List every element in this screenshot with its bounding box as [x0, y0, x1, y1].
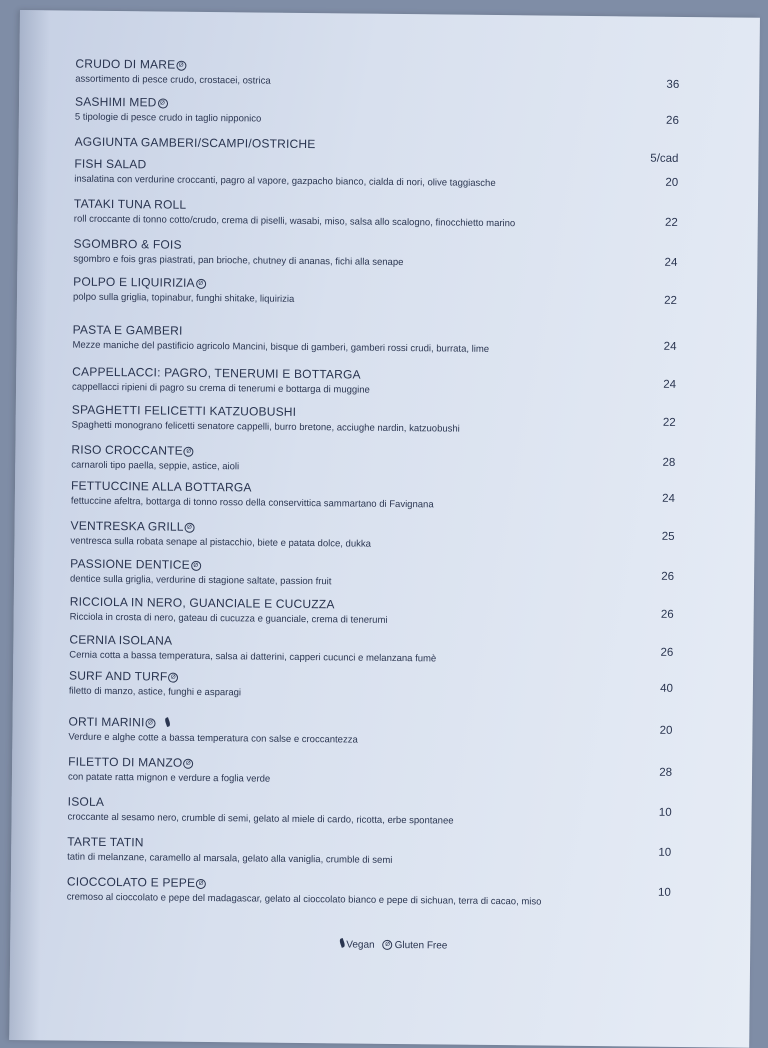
menu-item-description: Verdure e alghe cotte a bassa temperatura con salse e croccantezza — [68, 731, 358, 746]
menu-item — [74, 197, 516, 230]
menu-item-price: 28 — [659, 766, 673, 779]
menu-item-description: 5 tipologie di pesce crudo in taglio nipponico — [74, 111, 262, 125]
menu-item-price: 5/cad — [650, 152, 679, 165]
menu-item-name: FISH SALAD — [74, 156, 147, 172]
menu-item-price: 28 — [662, 456, 676, 469]
menu-item-name: TARTE TATIN — [67, 834, 144, 850]
menu-page — [9, 10, 760, 1048]
menu-item-name: SPAGHETTI FELICETTI KATZUOBUSHI — [71, 402, 297, 419]
menu-item-description: polpo sulla griglia, topinabur, funghi shitake, liquirizia — [72, 291, 295, 305]
gluten-free-icon: Ø — [184, 447, 194, 457]
menu-item-price: 26 — [661, 570, 675, 583]
menu-item-name: VENTRESKA GRILL Ø — [71, 519, 372, 536]
menu-item-name: SURF AND TURF Ø — [69, 669, 241, 685]
menu-item-name: RISO CROCCANTE Ø — [71, 443, 239, 459]
menu-item — [70, 557, 332, 588]
menu-item-description: filetto di manzo, astice, funghi e asparagi — [68, 685, 242, 699]
menu-item-name: CIOCCOLATO E PEPE Ø — [67, 875, 542, 894]
menu-item-description: roll croccante di tonno cotto/crudo, crema di piselli, wasabi, miso, salsa allo scalogno, finocchietto marino — [73, 213, 516, 230]
menu-items — [20, 10, 760, 908]
menu-item-price: 26 — [666, 114, 679, 127]
vegan-leaf-icon — [164, 717, 171, 727]
menu-item — [75, 95, 262, 125]
menu-item-description: assortimento di pesce crudo, crostacei, ostrica — [75, 73, 271, 87]
menu-item-price: 10 — [657, 886, 671, 899]
vegan-leaf-icon — [339, 938, 346, 948]
gluten-free-icon: Ø — [196, 879, 206, 889]
menu-item-name: SASHIMI MED Ø — [75, 95, 262, 111]
menu-item-price: 22 — [662, 416, 676, 429]
menu-item-name: CRUDO DI MARE Ø — [75, 57, 271, 73]
menu-item-price: 10 — [658, 806, 672, 819]
menu-item-name: AGGIUNTA GAMBERI/SCAMPI/OSTRICHE — [74, 134, 316, 152]
gluten-free-icon: Ø — [383, 940, 393, 950]
gluten-free-icon: Ø — [145, 718, 155, 728]
menu-item — [69, 669, 241, 699]
menu-item-description: dentice sulla griglia, verdurine di stagione saltate, passion fruit — [69, 573, 332, 588]
menu-item-description: cappellacci ripieni di pagro su crema di tenerumi e bottarga di muggine — [71, 381, 370, 396]
gluten-free-icon: Ø — [196, 279, 206, 289]
menu-item-name: TATAKI TUNA ROLL — [73, 196, 187, 212]
menu-item-description: cremoso al cioccolato e pepe del madagascar, gelato al cioccolato bianco e pepe di sichuan, terra di cacao, miso — [66, 891, 542, 908]
menu-item — [67, 795, 453, 827]
menu-item — [75, 135, 316, 152]
menu-item-price: 22 — [664, 216, 678, 229]
menu-item-name: FILETTO DI MANZO Ø — [68, 755, 270, 771]
gluten-free-icon: Ø — [168, 673, 178, 683]
menu-item — [73, 275, 295, 305]
menu-item — [72, 323, 489, 355]
menu-item-description: sgombro e fois gras piastrati, pan brioche, chutney di ananas, fichi alla senape — [73, 253, 404, 269]
menu-item-name: PASSIONE DENTICE Ø — [70, 557, 332, 574]
menu-item-price: 40 — [660, 682, 673, 695]
menu-item-price: 20 — [659, 724, 673, 737]
menu-item-description: ventresca sulla robata senape al pistacchio, biete e patata dolce, dukka — [70, 535, 371, 550]
menu-item-description: insalatina con verdurine croccanti, pagro al vapore, gazpacho bianco, cialda di nori, olive taggiasche — [74, 173, 496, 189]
menu-item-name: FETTUCCINE ALLA BOTTARGA — [70, 478, 252, 495]
menu-item-name: PASTA E GAMBERI — [72, 322, 183, 338]
menu-item-description: Ricciola in crosta di nero, gateau di cucuzza e guanciale, crema di tenerumi — [69, 611, 388, 626]
menu-legend — [340, 938, 447, 951]
menu-item-price: 25 — [661, 530, 675, 543]
menu-item-description: carnaroli tipo paella, seppie, astice, aioli — [71, 459, 240, 473]
menu-item-price: 26 — [660, 608, 674, 621]
menu-item-price: 24 — [662, 492, 675, 505]
menu-item-description: croccante al sesamo nero, crumble di semi, gelato al miele di cardo, ricotta, erbe spontanee — [67, 811, 454, 827]
menu-item — [71, 479, 434, 511]
menu-item-description: Mezze maniche del pastificio agricolo Mancini, bisque di gamberi, gamberi rossi crudi, burrata, lime — [72, 339, 490, 355]
gluten-free-icon: Ø — [191, 561, 201, 571]
menu-item-description: con patate ratta mignon e verdure a foglia verde — [67, 771, 271, 785]
menu-item — [75, 57, 271, 87]
menu-item — [71, 443, 239, 473]
menu-item — [72, 403, 460, 435]
menu-item-name: RICCIOLA IN NERO, GUANCIALE E CUCUZZA — [69, 594, 335, 612]
menu-item — [73, 237, 403, 268]
menu-item — [67, 835, 393, 866]
menu-item-price: 36 — [666, 78, 680, 91]
menu-item — [69, 633, 436, 665]
menu-item-price: 24 — [663, 378, 677, 391]
menu-item-name: CERNIA ISOLANA — [69, 632, 173, 648]
menu-item-price: 26 — [660, 646, 674, 659]
menu-item-name: SGOMBRO & FOIS — [73, 236, 182, 252]
legend-gluten-free-label: Gluten Free — [394, 939, 448, 952]
menu-item-price: 24 — [664, 256, 678, 269]
menu-item-description: fettuccine afeltra, bottarga di tonno rosso della conservittica sammartano di Favignana — [70, 495, 434, 511]
menu-item-price: 24 — [663, 340, 677, 353]
gluten-free-icon: Ø — [183, 759, 193, 769]
menu-item — [74, 157, 496, 189]
menu-item — [68, 755, 271, 785]
menu-item-price: 20 — [665, 176, 679, 189]
menu-item-description: Cernia cotta a bassa temperatura, salsa ai datterini, capperi cucunci e melanzana fumè — [69, 649, 437, 665]
menu-item-name: CAPPELLACCI: PAGRO, TENERUMI E BOTTARGA — [72, 364, 361, 382]
menu-item-description: Spaghetti monograno felicetti senatore cappelli, burro bretone, acciughe nardin, katzuobushi — [71, 419, 460, 435]
menu-item — [72, 365, 370, 396]
gluten-free-icon: Ø — [185, 523, 195, 533]
menu-item-description: tatin di melanzane, caramello al marsala, gelato alla vaniglia, crumble di semi — [67, 851, 393, 866]
page-shadow — [9, 10, 50, 1040]
menu-item-name: ISOLA — [67, 794, 105, 809]
menu-item — [68, 715, 358, 746]
legend-vegan-label: Vegan — [346, 939, 375, 951]
menu-item-price: 22 — [664, 294, 678, 307]
gluten-free-icon: Ø — [158, 98, 168, 108]
menu-item-name: POLPO E LIQUIRIZIA Ø — [73, 275, 294, 291]
gluten-free-icon: Ø — [176, 61, 186, 71]
menu-item — [70, 595, 388, 626]
menu-item-name: ORTI MARINI Ø — [68, 715, 358, 732]
menu-item-price: 10 — [658, 846, 672, 859]
menu-item — [67, 875, 542, 908]
menu-item — [70, 519, 371, 550]
